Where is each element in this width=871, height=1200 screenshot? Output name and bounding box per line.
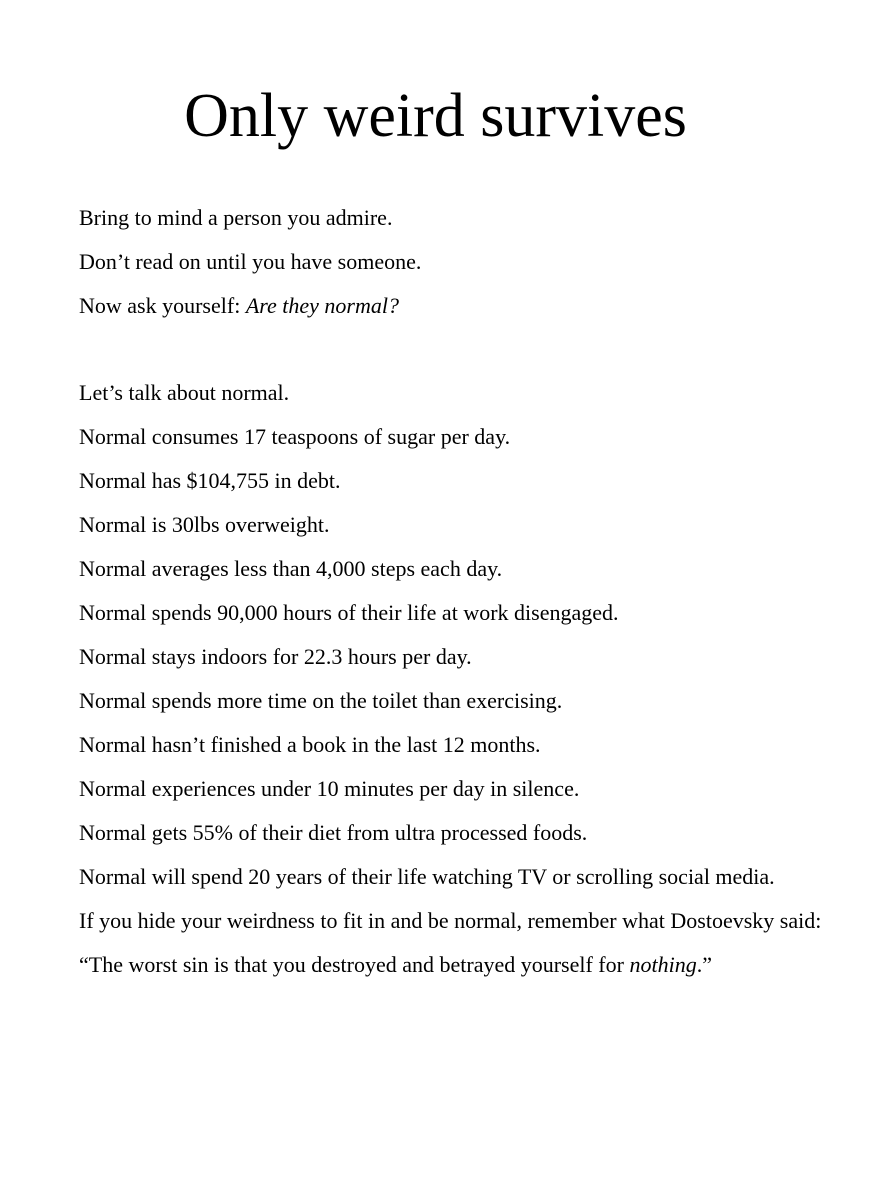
normal-line-3: Normal has $104,755 in debt. — [79, 468, 341, 493]
normal-line-10: Normal experiences under 10 minutes per day in silence. — [79, 776, 580, 801]
normal-line-1: Let’s talk about normal. — [79, 380, 290, 405]
normal-line-8: Normal spends more time on the toilet than exercising. — [79, 688, 563, 713]
section-spacer — [49, 328, 829, 371]
page-title: Only weird survives — [184, 82, 687, 150]
quote-end: .” — [696, 952, 712, 977]
normal-line-9: Normal hasn’t finished a book in the last 12 months. — [79, 732, 541, 757]
intro-line-1: Bring to mind a person you admire. — [79, 205, 393, 230]
ask-line — [49, 284, 829, 328]
normal-line-11: Normal gets 55% of their diet from ultra processed foods. — [79, 820, 588, 845]
normal-line-2: Normal consumes 17 teaspoons of sugar per day. — [79, 424, 511, 449]
quote-emphasis: nothing — [629, 952, 697, 977]
normal-line-7: Normal stays indoors for 22.3 hours per day. — [79, 644, 472, 669]
normal-line-6: Normal spends 90,000 hours of their life at work disengaged. — [79, 600, 619, 625]
quote-main: “The worst sin is that you destroyed and betrayed yourself for — [79, 952, 630, 977]
dostoevsky-quote — [49, 943, 829, 987]
normal-line-4: Normal is 30lbs overweight. — [79, 512, 330, 537]
closing-paragraph: If you hide your weirdness to fit in and be normal, remember what Dostoevsky said: — [79, 908, 822, 933]
normal-line-5: Normal averages less than 4,000 steps each day. — [79, 556, 503, 581]
normal-line-12: Normal will spend 20 years of their life watching TV or scrolling social media. — [79, 864, 775, 889]
ask-prefix: Now ask yourself: — [79, 293, 246, 318]
document-body — [49, 196, 829, 987]
ask-question: Are they normal? — [245, 293, 399, 318]
intro-line-2: Don’t read on until you have someone. — [79, 249, 422, 274]
